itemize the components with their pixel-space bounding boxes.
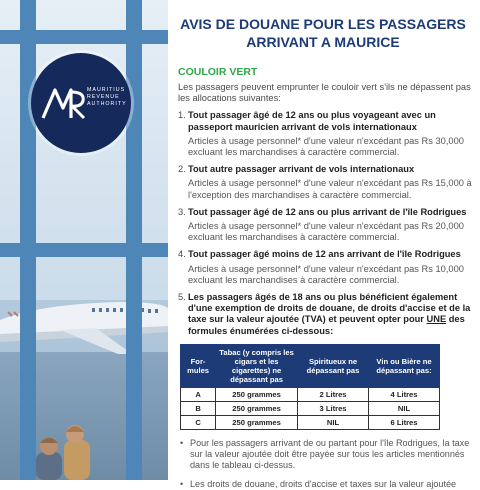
airport-photo-panel — [0, 0, 168, 480]
item-heading — [188, 292, 476, 337]
window-mullion — [126, 0, 142, 480]
bullet-icon: • — [180, 478, 184, 489]
column-header: For-mules — [181, 344, 216, 387]
title-line-2: ARRIVANT A MAURICE — [246, 34, 400, 50]
item-heading-text: Les passagers âgés de 18 ans ou plus bénéficient également d'une exemption de droits de douane, de droits d'accise et de la taxe sur la valeur ajoutée (TVA) et peuvent opter pour — [188, 292, 471, 325]
item-heading: Tout autre passager arrivant de vols internationaux — [188, 164, 415, 175]
section-title: COULOIR VERT — [178, 66, 258, 78]
item-body: Articles à usage personnel* d'une valeur n'excédant pas Rs 30,000 excluant les marchandises à caractère commercial. — [188, 135, 464, 158]
item-heading-emphasis: UNE — [426, 314, 447, 325]
table-cell: 2 Litres — [298, 387, 369, 401]
mra-logo-text — [87, 87, 127, 109]
allowance-item — [178, 292, 476, 337]
intro-paragraph: Les passagers peuvent emprunter le couloir vert s'ils ne dépassent pas les allocations suivantes: — [178, 82, 471, 104]
item-number: 5. — [178, 292, 186, 303]
title-line-1: AVIS DE DOUANE POUR LES PASSAGERS — [180, 16, 466, 32]
item-heading-text: des formules énumérées ci-dessous: — [188, 314, 465, 336]
logo-line-mauritius: MAURITIUS — [87, 87, 126, 93]
table-cell: 6 Litres — [369, 415, 440, 429]
customs-notice — [170, 0, 476, 489]
item-number: 4. — [178, 249, 186, 260]
table-row — [181, 401, 440, 415]
page-title — [170, 15, 476, 51]
mra-logo — [31, 53, 131, 153]
item-body: Articles à usage personnel* d'une valeur n'excédant pas Rs 15,000 à l'exception des marchandises à caractère commercial. — [188, 178, 472, 200]
table-cell: 4 Litres — [369, 387, 440, 401]
table-cell: A — [181, 387, 216, 401]
item-heading: Tout passager âgé de 12 ans ou plus arrivant de l'île Rodrigues — [188, 206, 467, 217]
column-header: Spiritueux ne dépassant pas — [298, 344, 369, 387]
allowance-item — [178, 207, 476, 244]
item-number: 2. — [178, 164, 186, 175]
logo-line-authority: AUTHORITY — [87, 101, 127, 108]
table-cell: NIL — [298, 415, 369, 429]
table-cell: 250 grammes — [216, 387, 298, 401]
bullet-item — [180, 438, 476, 471]
item-number: 3. — [178, 206, 186, 217]
table-cell: 250 grammes — [216, 415, 298, 429]
item-heading: Tout passager âgé de 12 ans ou plus voyageant avec un passeport mauricien arrivant de vols internationaux — [188, 110, 436, 132]
window-mullion — [20, 0, 36, 480]
mra-logo-mark — [41, 86, 87, 120]
item-heading: Tout passager âgé moins de 12 ans arrivant de l'île Rodrigues — [188, 249, 461, 260]
item-body: Articles à usage personnel* d'une valeur n'excédant pas Rs 20,000 excluant les marchandises à caractère commercial. — [188, 221, 464, 243]
bullet-item — [180, 479, 476, 490]
window-transom — [0, 243, 168, 257]
table-cell: B — [181, 401, 216, 415]
window-transom — [0, 30, 168, 44]
table-header-row — [181, 344, 440, 387]
table-cell: NIL — [369, 401, 440, 415]
item-body: Articles à usage personnel* d'une valeur n'excédant pas Rs 10,000 excluant les marchandises à caractère commercial. — [188, 263, 464, 285]
allowance-item — [178, 249, 476, 286]
allowance-item — [178, 164, 476, 201]
allowance-item — [178, 110, 476, 158]
table-cell: 3 Litres — [298, 401, 369, 415]
bullet-text: Les droits de douane, droits d'accise et taxes sur la valeur ajoutée — [190, 478, 457, 489]
column-header: Tabac (y compris les cigars et les cigarettes) ne dépassant pas — [216, 344, 298, 387]
table-cell: 250 grammes — [216, 401, 298, 415]
table-row — [181, 387, 440, 401]
allowance-table — [180, 344, 440, 430]
table-row — [181, 415, 440, 429]
logo-line-revenue: REVENUE — [87, 94, 120, 101]
table-cell: C — [181, 415, 216, 429]
column-header: Vin ou Bière ne dépassant pas: — [369, 344, 440, 387]
item-number: 1. — [178, 110, 186, 121]
bullet-text: Pour les passagers arrivant de ou partant pour l'île Rodrigues, la taxe sur la valeur ajoutée doit être payée sur tous les articles mentionnés dans le tableau ci-dessus. — [190, 437, 470, 470]
bullet-icon: • — [180, 437, 184, 448]
passengers-illustration — [28, 412, 118, 480]
